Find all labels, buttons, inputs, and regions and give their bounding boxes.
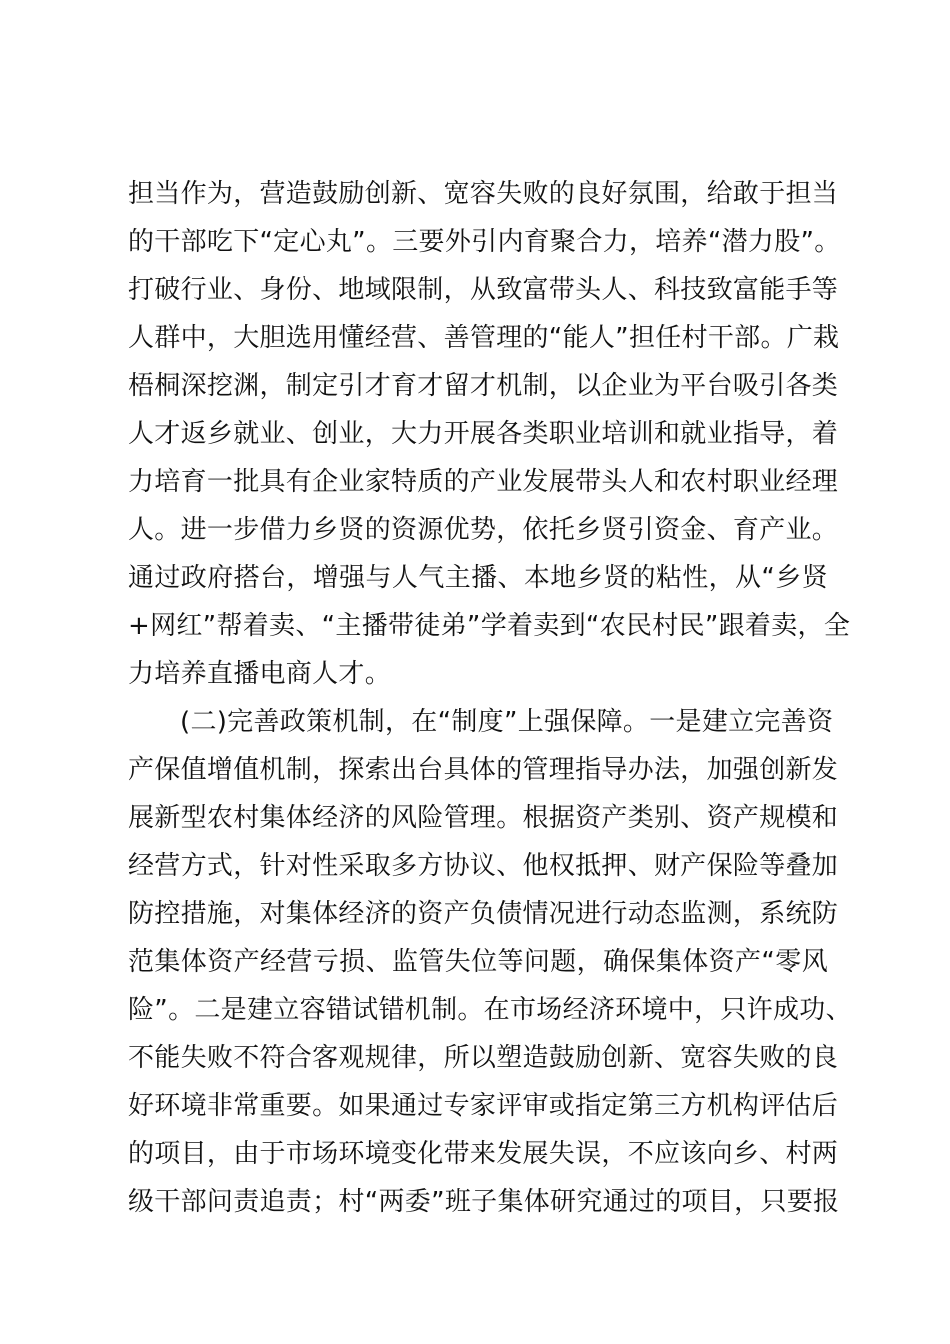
text-line: 范集体资产经营亏损、监管失位等问题，确保集体资产“零风 (128, 947, 828, 977)
text-line: 人。进一步借力乡贤的资源优势，依托乡贤引资金、育产业。 (128, 515, 839, 545)
text-line: 的项目，由于市场环境变化带来发展失误，不应该向乡、村两 (128, 1139, 839, 1169)
text-line: 经营方式，针对性采取多方协议、他权抵押、财产保险等叠加 (128, 851, 839, 881)
text-line: +网红”帮着卖、“主播带徒弟”学着卖到“农民村民”跟着卖，全 (128, 611, 851, 641)
text-line: 人才返乡就业、创业，大力开展各类职业培训和就业指导，着 (128, 419, 839, 449)
paragraph-talent-cultivation (128, 170, 851, 698)
text-line: 力培育一批具有企业家特质的产业发展带头人和农村职业经理 (128, 467, 839, 497)
text-line: 不能失败不符合客观规律，所以塑造鼓励创新、宽容失败的良 (128, 1043, 839, 1073)
text-line: 梧桐深挖渊，制定引才育才留才机制，以企业为平台吸引各类 (128, 371, 839, 401)
paragraph-policy-mechanism (128, 698, 852, 1226)
text-line: 好环境非常重要。如果通过专家评审或指定第三方机构评估后 (128, 1091, 839, 1121)
text-line: 担当作为，营造鼓励创新、宽容失败的良好氛围，给敢于担当 (128, 179, 839, 209)
text-line: 产保值增值机制，探索出台具体的管理指导办法，加强创新发 (128, 755, 839, 785)
section-heading-line: (二)完善政策机制，在“制度”上强保障。一是建立完善资 (180, 707, 834, 737)
text-line: 防控措施，对集体经济的资产负债情况进行动态监测，系统防 (128, 899, 839, 929)
text-line: 险”。二是建立容错试错机制。在市场经济环境中，只许成功、 (128, 995, 852, 1025)
text-line: 级干部问责追责；村“两委”班子集体研究通过的项目，只要报 (128, 1187, 840, 1217)
text-line: 通过政府搭台，增强与人气主播、本地乡贤的粘性，从“乡贤 (128, 563, 828, 593)
text-line: 力培养直播电商人才。 (128, 659, 392, 689)
text-line: 的干部吃下“定心丸”。三要外引内育聚合力，培养“潜力股”。 (128, 227, 841, 257)
text-line: 打破行业、身份、地域限制，从致富带头人、科技致富能手等 (128, 275, 839, 305)
text-line: 人群中，大胆选用懂经营、善管理的“能人”担任村干部。广栽 (128, 323, 840, 353)
text-line: 展新型农村集体经济的风险管理。根据资产类别、资产规模和 (128, 803, 839, 833)
body-text (128, 170, 852, 1226)
